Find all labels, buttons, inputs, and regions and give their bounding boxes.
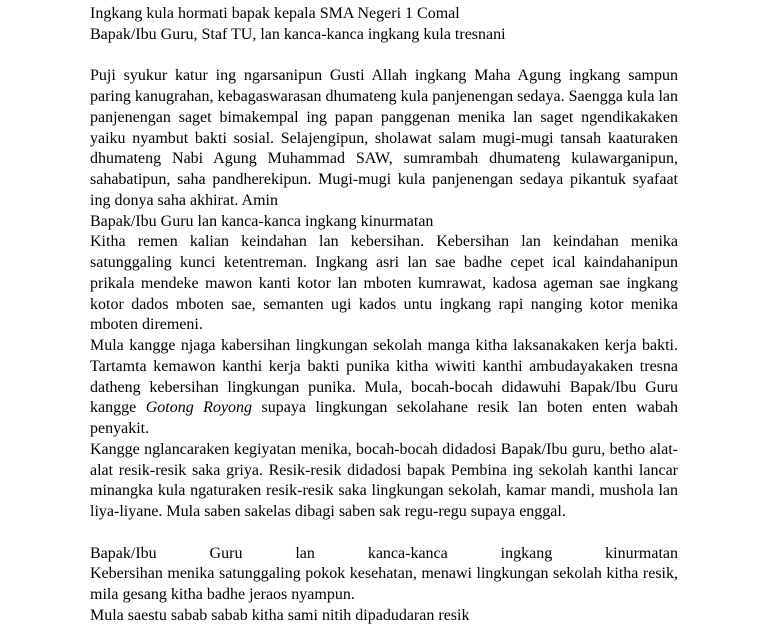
gotong-royong-term: Gotong Royong: [145, 399, 253, 417]
greeting-line-1: Ingkang kula hormati bapak kepala SMA Negeri 1 Comal: [90, 5, 460, 22]
paragraph-kerja-bakti-text-2: supaya lingkungan sekolahane resik lan boten enten wabah penyakit.: [90, 399, 678, 437]
blank-line: [90, 523, 678, 544]
paragraph-kerja-bakti: [90, 336, 678, 440]
paragraph-continuation: Mula saestu sabab sabab kitha sami nitih dipadudaran resik: [90, 606, 470, 624]
paragraph-activities: Kangge nglancaraken kegiyatan menika, bocah-bocah didadosi Bapak/Ibu guru, betho alat-alat resik-resik saka griya. Resik-resik didadosi bapak Pembina ing sekolah kanthi lancar minangka kula ngaturaken resik-resik saka lingkungan sekolah, kamar mandi, mushola lan liya-liyane. Mula saben sakelas dibagi saben sak regu-regu supaya enggal.: [90, 440, 678, 520]
paragraph-address-2: Bapak/Ibu Guru lan kanca-kanca ingkang kinurmatan: [90, 544, 678, 562]
paragraph-health: Kebersihan menika satunggaling pokok kesehatan, menawi lingkungan sekolah kitha resik, mila gesang kitha badhe jeraos nyampun.: [90, 565, 678, 603]
paragraph-cleanliness: Kitha remen kalian keindahan lan kebersihan. Kebersihan lan keindahan menika satunggaling kunci ketentreman. Ingkang asri lan sae badhe cepet ical kaindahanipun prikala mendeke mawon kanti kotor lan mboten kumrawat, kadosa ageman sae ingkang kotor dados mboten sae, semanten ugi kados untu ingkang rapi nanging kotor menika mboten diremeni.: [90, 233, 678, 334]
paragraph-address: Bapak/Ibu Guru lan kanca-kanca ingkang kinurmatan: [90, 212, 434, 230]
greeting-line-2: Bapak/Ibu Guru, Staf TU, lan kanca-kanca ingkang kula tresnani: [90, 25, 506, 43]
paragraph-opening-prayer: Puji syukur katur ing ngarsanipun Gusti Allah ingkang Maha Agung ingkang sampun paring kanugrahan, kebagaswarasan dhumateng kula panjenengan sedaya. Saengga kula lan panjenengan saget bimakempal ing papan panggenan menika lan saget ngendikakaken yaiku nyambut bakti sosial. Selajengipun, sholawat salam mugi-mugi tansah kaaturaken dhumateng Nabi Agung Muhammad SAW, sumrambah dhumateng kulawarganipun, sahabatipun, saha pandherekipun. Mugi-mugi kula panjenengan sedaya pikantuk syafaat ing donya saha akhirat. Amin: [90, 67, 678, 209]
blank-line: [90, 46, 678, 67]
speech-text: [90, 4, 678, 627]
paragraph-kerja-bakti-text-1: Mula kangge njaga kabersihan lingkungan sekolah manga kitha laksanakaken kerja bakti. Tartamta kemawon kanthi kerja bakti punika kitha wiwiti kanthi ambudayakaken tresna datheng kebersihan lingkungan punika. Mula, bocah-bocah didawuhi Bapak/Ibu Guru kangge: [90, 337, 678, 417]
